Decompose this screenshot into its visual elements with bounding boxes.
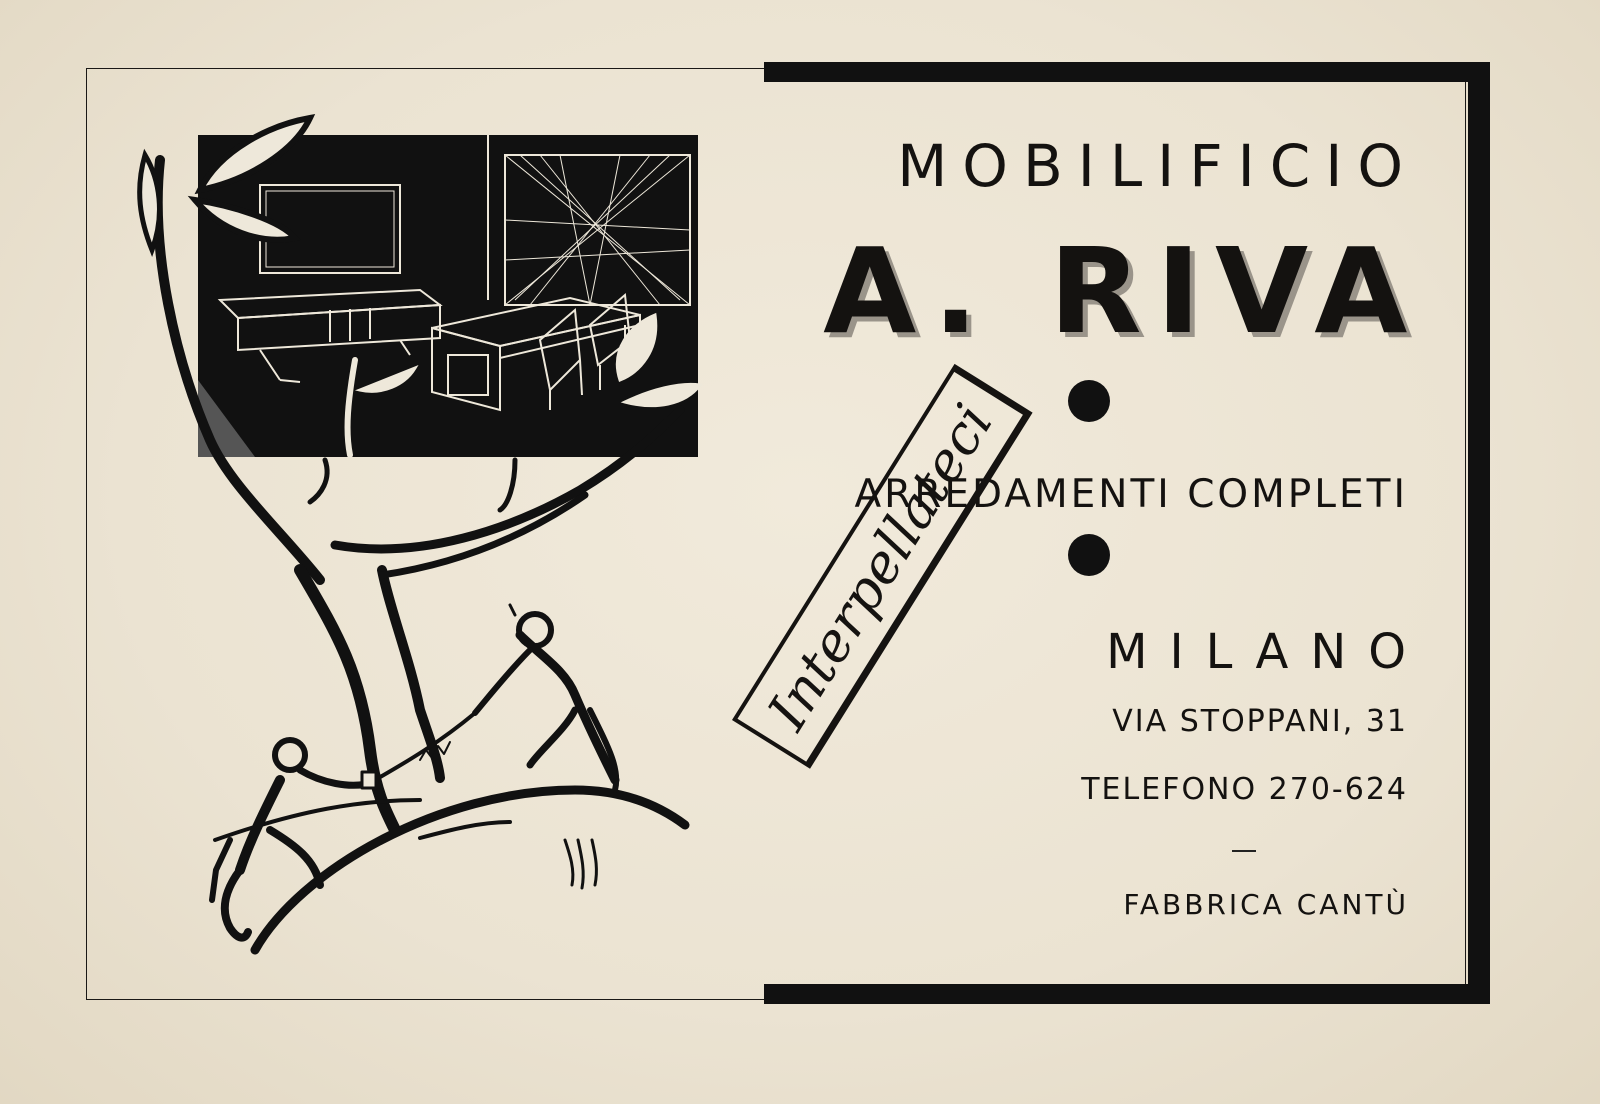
stamp-text: Interpellateci xyxy=(755,393,1005,741)
services-text: ARREDAMENTI COMPLETI xyxy=(854,472,1408,517)
factory-text: FABBRICA CANTÙ xyxy=(1123,888,1409,921)
sawyer-figures xyxy=(212,605,616,938)
kicker-text: MOBILIFICIO xyxy=(897,132,1418,200)
city-text: MILANO xyxy=(1106,624,1428,680)
tree-sawing-illustration xyxy=(120,110,720,980)
bullet-dot-bottom xyxy=(1068,534,1110,576)
bullet-dot-top xyxy=(1068,380,1110,422)
furniture-room-panel xyxy=(198,135,698,457)
phone-text: TELEFONO 270-624 xyxy=(1081,772,1408,807)
company-name: A. RIVA xyxy=(823,222,1422,360)
address-text: VIA STOPPANI, 31 xyxy=(1112,704,1408,739)
separator-dash xyxy=(1232,850,1256,852)
hill xyxy=(215,790,685,950)
